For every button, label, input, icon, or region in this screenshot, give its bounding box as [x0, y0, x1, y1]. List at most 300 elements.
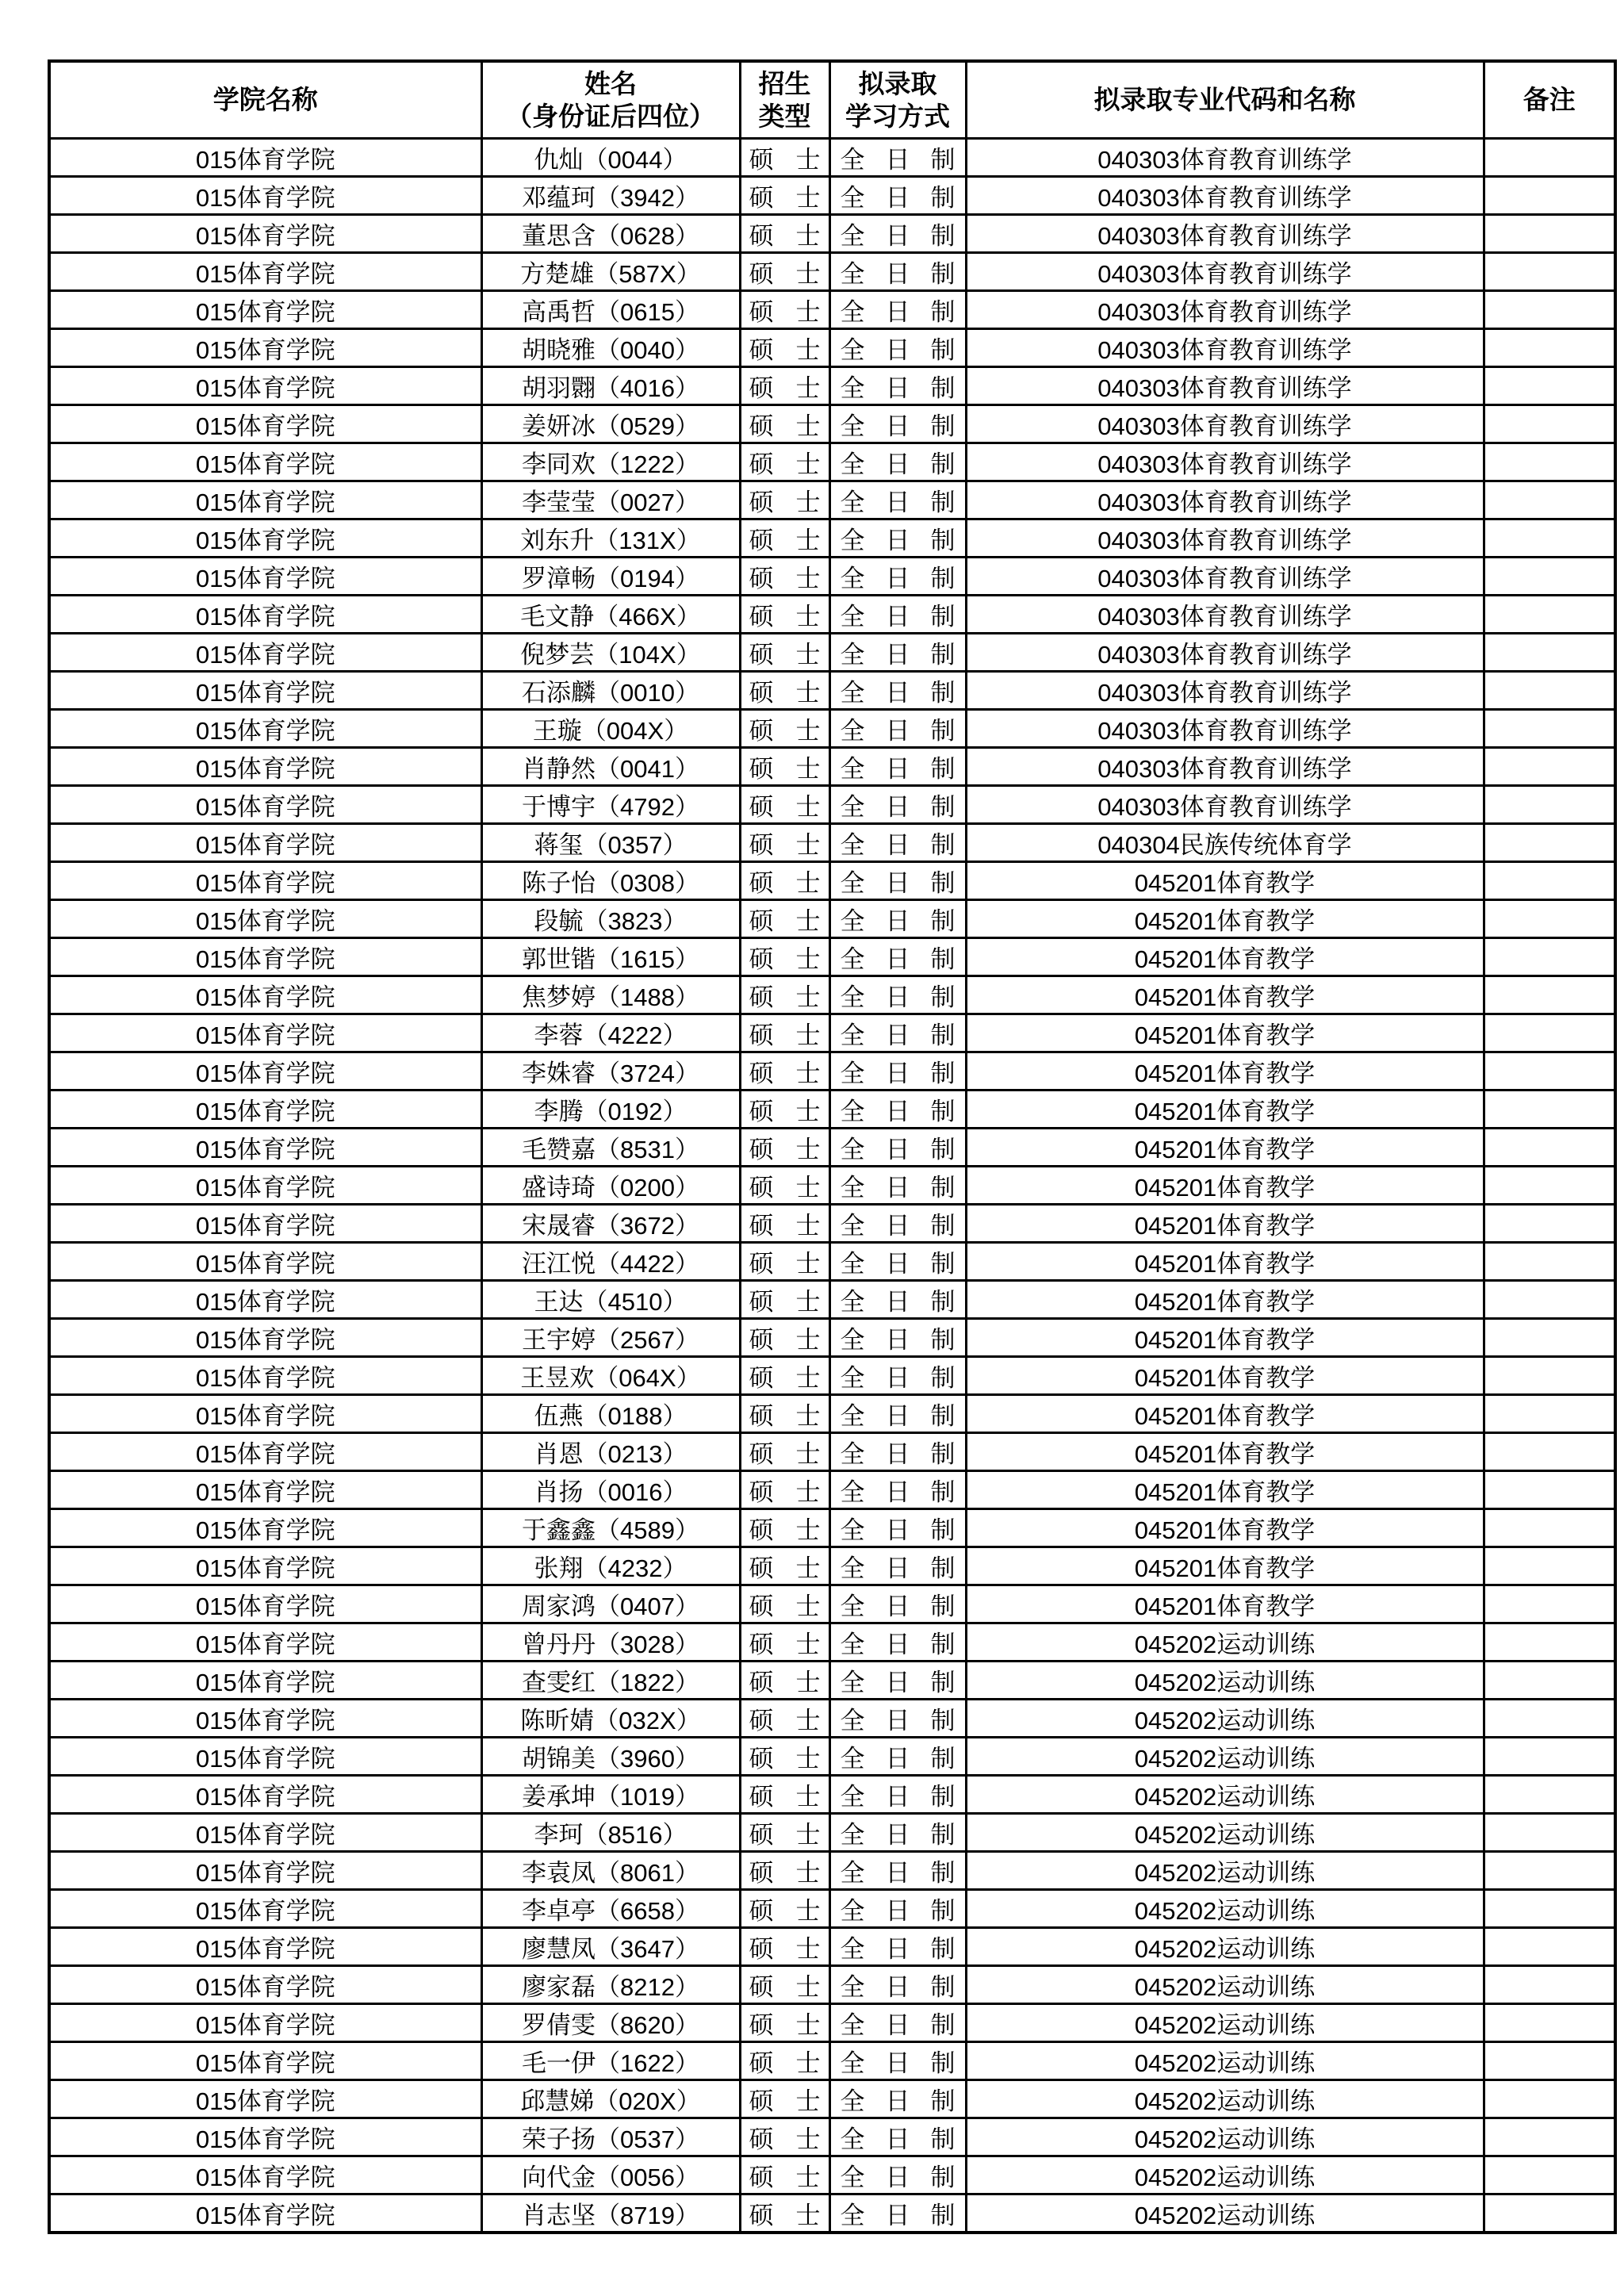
cell-major-code-name: 045201体育教学 — [966, 1128, 1484, 1166]
cell-major-code-name: 040303体育教育训练学 — [966, 290, 1484, 328]
cell-enroll-type: 硕士 — [740, 899, 829, 937]
cell-study-mode: 全日制 — [829, 481, 966, 519]
cell-college-name: 015体育学院 — [49, 366, 481, 404]
cell-major-code-name: 045201体育教学 — [966, 1052, 1484, 1090]
cell-college-name: 015体育学院 — [49, 1128, 481, 1166]
cell-major-code-name: 045202运动训练 — [966, 1775, 1484, 1813]
cell-remark — [1484, 176, 1615, 214]
table-row — [49, 1965, 1615, 2003]
cell-enroll-type: 硕士 — [740, 1318, 829, 1356]
cell-college-name: 015体育学院 — [49, 290, 481, 328]
cell-enroll-type: 硕士 — [740, 138, 829, 176]
cell-study-mode: 全日制 — [829, 1394, 966, 1432]
table-row — [49, 2156, 1615, 2194]
cell-student-name: 向代金（0056） — [481, 2156, 740, 2194]
cell-student-name: 盛诗琦（0200） — [481, 1166, 740, 1204]
cell-remark — [1484, 557, 1615, 595]
cell-remark — [1484, 2041, 1615, 2079]
cell-college-name: 015体育学院 — [49, 1889, 481, 1927]
table-row — [49, 1014, 1615, 1052]
cell-study-mode: 全日制 — [829, 785, 966, 823]
cell-enroll-type: 硕士 — [740, 366, 829, 404]
cell-college-name: 015体育学院 — [49, 138, 481, 176]
table-row — [49, 481, 1615, 519]
cell-college-name: 015体育学院 — [49, 1775, 481, 1813]
cell-remark — [1484, 1242, 1615, 1280]
cell-college-name: 015体育学院 — [49, 747, 481, 785]
cell-enroll-type: 硕士 — [740, 1965, 829, 2003]
cell-enroll-type: 硕士 — [740, 176, 829, 214]
table-row — [49, 785, 1615, 823]
cell-study-mode: 全日制 — [829, 976, 966, 1014]
cell-remark — [1484, 138, 1615, 176]
header-row — [49, 61, 1615, 138]
cell-enroll-type: 硕士 — [740, 2194, 829, 2233]
cell-student-name: 姜承坤（1019） — [481, 1775, 740, 1813]
table-row — [49, 2118, 1615, 2156]
cell-major-code-name: 045202运动训练 — [966, 2156, 1484, 2194]
cell-major-code-name: 045201体育教学 — [966, 1014, 1484, 1052]
cell-student-name: 肖静然（0041） — [481, 747, 740, 785]
cell-study-mode: 全日制 — [829, 443, 966, 481]
cell-remark — [1484, 1547, 1615, 1585]
cell-enroll-type: 硕士 — [740, 1090, 829, 1128]
cell-study-mode: 全日制 — [829, 823, 966, 861]
table-row — [49, 2194, 1615, 2233]
cell-remark — [1484, 747, 1615, 785]
cell-student-name: 廖家磊（8212） — [481, 1965, 740, 2003]
cell-major-code-name: 040303体育教育训练学 — [966, 633, 1484, 671]
table-row — [49, 1280, 1615, 1318]
cell-enroll-type: 硕士 — [740, 633, 829, 671]
cell-remark — [1484, 1128, 1615, 1166]
cell-enroll-type: 硕士 — [740, 1470, 829, 1508]
cell-remark — [1484, 1585, 1615, 1623]
cell-remark — [1484, 1090, 1615, 1128]
cell-college-name: 015体育学院 — [49, 404, 481, 443]
cell-remark — [1484, 2079, 1615, 2118]
cell-major-code-name: 045202运动训练 — [966, 2041, 1484, 2079]
cell-college-name: 015体育学院 — [49, 481, 481, 519]
cell-enroll-type: 硕士 — [740, 937, 829, 976]
cell-student-name: 荣子扬（0537） — [481, 2118, 740, 2156]
cell-major-code-name: 045202运动训练 — [966, 1965, 1484, 2003]
header-study-mode — [829, 61, 966, 138]
table-row — [49, 138, 1615, 176]
cell-enroll-type: 硕士 — [740, 595, 829, 633]
cell-major-code-name: 040303体育教育训练学 — [966, 443, 1484, 481]
cell-enroll-type: 硕士 — [740, 976, 829, 1014]
cell-remark — [1484, 1166, 1615, 1204]
cell-study-mode: 全日制 — [829, 1813, 966, 1851]
cell-enroll-type: 硕士 — [740, 1699, 829, 1737]
cell-study-mode: 全日制 — [829, 1014, 966, 1052]
cell-remark — [1484, 937, 1615, 976]
cell-remark — [1484, 1014, 1615, 1052]
cell-study-mode: 全日制 — [829, 2156, 966, 2194]
cell-study-mode: 全日制 — [829, 1470, 966, 1508]
cell-major-code-name: 040303体育教育训练学 — [966, 747, 1484, 785]
table-row — [49, 1470, 1615, 1508]
cell-student-name: 邓蕴珂（3942） — [481, 176, 740, 214]
cell-remark — [1484, 1318, 1615, 1356]
cell-college-name: 015体育学院 — [49, 519, 481, 557]
cell-remark — [1484, 1052, 1615, 1090]
cell-major-code-name: 045202运动训练 — [966, 1699, 1484, 1737]
cell-study-mode: 全日制 — [829, 1547, 966, 1585]
table-row — [49, 1661, 1615, 1699]
cell-remark — [1484, 1813, 1615, 1851]
cell-enroll-type: 硕士 — [740, 785, 829, 823]
cell-student-name: 焦梦婷（1488） — [481, 976, 740, 1014]
cell-remark — [1484, 1737, 1615, 1775]
cell-student-name: 倪梦芸（104X） — [481, 633, 740, 671]
cell-student-name: 姜妍冰（0529） — [481, 404, 740, 443]
cell-major-code-name: 045201体育教学 — [966, 1356, 1484, 1394]
cell-enroll-type: 硕士 — [740, 709, 829, 747]
cell-remark — [1484, 2003, 1615, 2041]
cell-study-mode: 全日制 — [829, 557, 966, 595]
table-row — [49, 1699, 1615, 1737]
table-row — [49, 366, 1615, 404]
table-row — [49, 633, 1615, 671]
cell-enroll-type: 硕士 — [740, 290, 829, 328]
cell-enroll-type: 硕士 — [740, 1166, 829, 1204]
cell-major-code-name: 045202运动训练 — [966, 2079, 1484, 2118]
cell-study-mode: 全日制 — [829, 1052, 966, 1090]
cell-enroll-type: 硕士 — [740, 1889, 829, 1927]
table-row — [49, 1813, 1615, 1851]
cell-enroll-type: 硕士 — [740, 1014, 829, 1052]
cell-study-mode: 全日制 — [829, 1166, 966, 1204]
cell-study-mode: 全日制 — [829, 290, 966, 328]
cell-remark — [1484, 1775, 1615, 1813]
cell-remark — [1484, 404, 1615, 443]
cell-college-name: 015体育学院 — [49, 671, 481, 709]
cell-college-name: 015体育学院 — [49, 1585, 481, 1623]
table-row — [49, 1090, 1615, 1128]
cell-enroll-type: 硕士 — [740, 443, 829, 481]
cell-remark — [1484, 214, 1615, 252]
cell-remark — [1484, 2118, 1615, 2156]
cell-student-name: 高禹哲（0615） — [481, 290, 740, 328]
cell-remark — [1484, 823, 1615, 861]
cell-study-mode: 全日制 — [829, 899, 966, 937]
cell-major-code-name: 045202运动训练 — [966, 2194, 1484, 2233]
cell-remark — [1484, 785, 1615, 823]
cell-student-name: 王宇婷（2567） — [481, 1318, 740, 1356]
cell-student-name: 段毓（3823） — [481, 899, 740, 937]
cell-study-mode: 全日制 — [829, 1128, 966, 1166]
cell-enroll-type: 硕士 — [740, 1737, 829, 1775]
cell-major-code-name: 045202运动训练 — [966, 1927, 1484, 1965]
cell-study-mode: 全日制 — [829, 671, 966, 709]
cell-major-code-name: 040303体育教育训练学 — [966, 176, 1484, 214]
header-remark: 备注 — [1484, 61, 1615, 138]
header-study-mode-line1: 拟录取 — [858, 68, 937, 98]
cell-remark — [1484, 519, 1615, 557]
cell-major-code-name: 045201体育教学 — [966, 899, 1484, 937]
cell-study-mode: 全日制 — [829, 747, 966, 785]
cell-student-name: 李腾（0192） — [481, 1090, 740, 1128]
cell-major-code-name: 040303体育教育训练学 — [966, 252, 1484, 290]
cell-major-code-name: 045202运动训练 — [966, 1813, 1484, 1851]
cell-student-name: 刘东升（131X） — [481, 519, 740, 557]
cell-student-name: 肖扬（0016） — [481, 1470, 740, 1508]
cell-enroll-type: 硕士 — [740, 1432, 829, 1470]
cell-remark — [1484, 1204, 1615, 1242]
cell-remark — [1484, 1280, 1615, 1318]
cell-college-name: 015体育学院 — [49, 1052, 481, 1090]
cell-study-mode: 全日制 — [829, 1432, 966, 1470]
cell-major-code-name: 045202运动训练 — [966, 1737, 1484, 1775]
cell-major-code-name: 045201体育教学 — [966, 1585, 1484, 1623]
cell-major-code-name: 045201体育教学 — [966, 1204, 1484, 1242]
cell-study-mode: 全日制 — [829, 1851, 966, 1889]
table-row — [49, 1775, 1615, 1813]
cell-remark — [1484, 1432, 1615, 1470]
cell-study-mode: 全日制 — [829, 1965, 966, 2003]
cell-remark — [1484, 290, 1615, 328]
cell-major-code-name: 045202运动训练 — [966, 1661, 1484, 1699]
table-row — [49, 404, 1615, 443]
cell-college-name: 015体育学院 — [49, 861, 481, 899]
table-row — [49, 214, 1615, 252]
cell-student-name: 毛一伊（1622） — [481, 2041, 740, 2079]
cell-study-mode: 全日制 — [829, 1242, 966, 1280]
cell-major-code-name: 045201体育教学 — [966, 1470, 1484, 1508]
cell-study-mode: 全日制 — [829, 861, 966, 899]
cell-enroll-type: 硕士 — [740, 1927, 829, 1965]
table-row — [49, 1242, 1615, 1280]
cell-student-name: 胡羽翾（4016） — [481, 366, 740, 404]
cell-college-name: 015体育学院 — [49, 2003, 481, 2041]
cell-student-name: 李莹莹（0027） — [481, 481, 740, 519]
cell-remark — [1484, 1356, 1615, 1394]
cell-college-name: 015体育学院 — [49, 328, 481, 366]
cell-enroll-type: 硕士 — [740, 1813, 829, 1851]
cell-study-mode: 全日制 — [829, 1318, 966, 1356]
cell-major-code-name: 040303体育教育训练学 — [966, 557, 1484, 595]
cell-remark — [1484, 1623, 1615, 1661]
cell-student-name: 罗漳畅（0194） — [481, 557, 740, 595]
cell-enroll-type: 硕士 — [740, 1508, 829, 1547]
table-row — [49, 1318, 1615, 1356]
table-row — [49, 443, 1615, 481]
cell-major-code-name: 040303体育教育训练学 — [966, 366, 1484, 404]
cell-remark — [1484, 1927, 1615, 1965]
table-row — [49, 1432, 1615, 1470]
cell-study-mode: 全日制 — [829, 1090, 966, 1128]
cell-college-name: 015体育学院 — [49, 214, 481, 252]
cell-enroll-type: 硕士 — [740, 671, 829, 709]
cell-study-mode: 全日制 — [829, 1204, 966, 1242]
table-row — [49, 2079, 1615, 2118]
cell-college-name: 015体育学院 — [49, 785, 481, 823]
cell-study-mode: 全日制 — [829, 2079, 966, 2118]
cell-remark — [1484, 443, 1615, 481]
cell-major-code-name: 045201体育教学 — [966, 976, 1484, 1014]
cell-enroll-type: 硕士 — [740, 1775, 829, 1813]
table-row — [49, 595, 1615, 633]
cell-enroll-type: 硕士 — [740, 1394, 829, 1432]
cell-student-name: 董思含（0628） — [481, 214, 740, 252]
cell-college-name: 015体育学院 — [49, 709, 481, 747]
cell-student-name: 肖恩（0213） — [481, 1432, 740, 1470]
cell-major-code-name: 040303体育教育训练学 — [966, 595, 1484, 633]
cell-college-name: 015体育学院 — [49, 1965, 481, 2003]
cell-study-mode: 全日制 — [829, 1889, 966, 1927]
cell-college-name: 015体育学院 — [49, 557, 481, 595]
header-enroll-type-line1: 招生 — [758, 68, 811, 98]
cell-study-mode: 全日制 — [829, 176, 966, 214]
cell-college-name: 015体育学院 — [49, 1851, 481, 1889]
cell-student-name: 方楚雄（587X） — [481, 252, 740, 290]
cell-remark — [1484, 671, 1615, 709]
table-row — [49, 328, 1615, 366]
table-row — [49, 1889, 1615, 1927]
cell-student-name: 王达（4510） — [481, 1280, 740, 1318]
cell-student-name: 李卓亭（6658） — [481, 1889, 740, 1927]
cell-student-name: 张翔（4232） — [481, 1547, 740, 1585]
cell-major-code-name: 045202运动训练 — [966, 1623, 1484, 1661]
cell-enroll-type: 硕士 — [740, 2003, 829, 2041]
cell-student-name: 罗倩雯（8620） — [481, 2003, 740, 2041]
cell-remark — [1484, 328, 1615, 366]
cell-college-name: 015体育学院 — [49, 633, 481, 671]
cell-enroll-type: 硕士 — [740, 481, 829, 519]
cell-major-code-name: 045201体育教学 — [966, 1280, 1484, 1318]
cell-student-name: 查雯红（1822） — [481, 1661, 740, 1699]
cell-college-name: 015体育学院 — [49, 1737, 481, 1775]
cell-college-name: 015体育学院 — [49, 595, 481, 633]
cell-college-name: 015体育学院 — [49, 1280, 481, 1318]
cell-study-mode: 全日制 — [829, 328, 966, 366]
cell-major-code-name: 045201体育教学 — [966, 861, 1484, 899]
cell-enroll-type: 硕士 — [740, 214, 829, 252]
cell-student-name: 曾丹丹（3028） — [481, 1623, 740, 1661]
cell-college-name: 015体育学院 — [49, 1508, 481, 1547]
cell-student-name: 周家鸿（0407） — [481, 1585, 740, 1623]
cell-student-name: 王璇（004X） — [481, 709, 740, 747]
cell-college-name: 015体育学院 — [49, 443, 481, 481]
cell-enroll-type: 硕士 — [740, 252, 829, 290]
header-enroll-type — [740, 61, 829, 138]
cell-college-name: 015体育学院 — [49, 1090, 481, 1128]
cell-student-name: 陈昕婧（032X） — [481, 1699, 740, 1737]
cell-study-mode: 全日制 — [829, 1661, 966, 1699]
cell-study-mode: 全日制 — [829, 937, 966, 976]
cell-enroll-type: 硕士 — [740, 1356, 829, 1394]
cell-student-name: 于博宇（4792） — [481, 785, 740, 823]
cell-major-code-name: 045201体育教学 — [966, 1508, 1484, 1547]
cell-major-code-name: 040303体育教育训练学 — [966, 709, 1484, 747]
cell-enroll-type: 硕士 — [740, 1280, 829, 1318]
cell-remark — [1484, 481, 1615, 519]
cell-remark — [1484, 1661, 1615, 1699]
cell-remark — [1484, 861, 1615, 899]
cell-study-mode: 全日制 — [829, 519, 966, 557]
cell-remark — [1484, 1889, 1615, 1927]
cell-college-name: 015体育学院 — [49, 823, 481, 861]
cell-college-name: 015体育学院 — [49, 1547, 481, 1585]
table-row — [49, 290, 1615, 328]
table-row — [49, 976, 1615, 1014]
cell-student-name: 陈子怡（0308） — [481, 861, 740, 899]
cell-student-name: 石添麟（0010） — [481, 671, 740, 709]
cell-student-name: 王昱欢（064X） — [481, 1356, 740, 1394]
cell-enroll-type: 硕士 — [740, 747, 829, 785]
cell-enroll-type: 硕士 — [740, 1547, 829, 1585]
cell-college-name: 015体育学院 — [49, 2079, 481, 2118]
cell-enroll-type: 硕士 — [740, 1242, 829, 1280]
cell-study-mode: 全日制 — [829, 366, 966, 404]
cell-enroll-type: 硕士 — [740, 2079, 829, 2118]
cell-college-name: 015体育学院 — [49, 2041, 481, 2079]
header-enroll-type-line2: 类型 — [758, 101, 811, 131]
cell-student-name: 于鑫鑫（4589） — [481, 1508, 740, 1547]
cell-major-code-name: 045201体育教学 — [966, 1090, 1484, 1128]
cell-college-name: 015体育学院 — [49, 1432, 481, 1470]
header-study-mode-line2: 学习方式 — [845, 101, 950, 131]
table-body — [49, 138, 1615, 2233]
cell-remark — [1484, 1965, 1615, 2003]
cell-student-name: 毛赞嘉（8531） — [481, 1128, 740, 1166]
table-row — [49, 519, 1615, 557]
table-row — [49, 1927, 1615, 1965]
cell-student-name: 蒋玺（0357） — [481, 823, 740, 861]
cell-college-name: 015体育学院 — [49, 1242, 481, 1280]
cell-college-name: 015体育学院 — [49, 1699, 481, 1737]
table-row — [49, 2041, 1615, 2079]
table-row — [49, 709, 1615, 747]
cell-study-mode: 全日制 — [829, 2041, 966, 2079]
cell-enroll-type: 硕士 — [740, 2041, 829, 2079]
cell-study-mode: 全日制 — [829, 404, 966, 443]
header-student-name — [481, 61, 740, 138]
cell-college-name: 015体育学院 — [49, 176, 481, 214]
cell-major-code-name: 045202运动训练 — [966, 2003, 1484, 2041]
cell-major-code-name: 045201体育教学 — [966, 1547, 1484, 1585]
cell-study-mode: 全日制 — [829, 1737, 966, 1775]
cell-college-name: 015体育学院 — [49, 1318, 481, 1356]
cell-student-name: 伍燕（0188） — [481, 1394, 740, 1432]
cell-remark — [1484, 595, 1615, 633]
cell-study-mode: 全日制 — [829, 2194, 966, 2233]
cell-study-mode: 全日制 — [829, 2118, 966, 2156]
header-student-name-line2: （身份证后四位） — [506, 101, 715, 131]
cell-major-code-name: 040303体育教育训练学 — [966, 519, 1484, 557]
cell-enroll-type: 硕士 — [740, 519, 829, 557]
table-row — [49, 1547, 1615, 1585]
cell-enroll-type: 硕士 — [740, 1052, 829, 1090]
cell-college-name: 015体育学院 — [49, 1623, 481, 1661]
table-row — [49, 252, 1615, 290]
cell-college-name: 015体育学院 — [49, 899, 481, 937]
table-row — [49, 557, 1615, 595]
header-major-code-name: 拟录取专业代码和名称 — [966, 61, 1484, 138]
table-row — [49, 899, 1615, 937]
cell-enroll-type: 硕士 — [740, 1585, 829, 1623]
cell-college-name: 015体育学院 — [49, 937, 481, 976]
cell-college-name: 015体育学院 — [49, 1661, 481, 1699]
cell-remark — [1484, 1851, 1615, 1889]
table-row — [49, 1128, 1615, 1166]
table-row — [49, 1508, 1615, 1547]
cell-student-name: 李珂（8516） — [481, 1813, 740, 1851]
table-row — [49, 1394, 1615, 1432]
cell-study-mode: 全日制 — [829, 214, 966, 252]
